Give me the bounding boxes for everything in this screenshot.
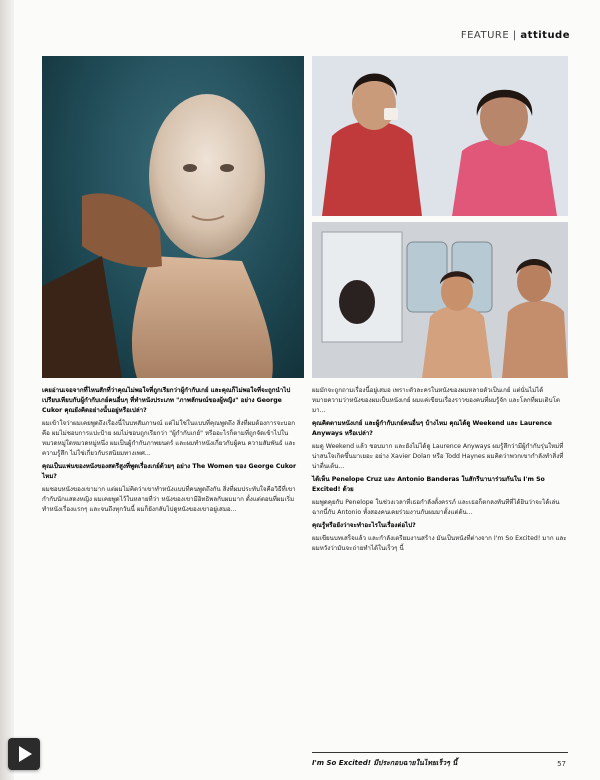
two-women-illustration bbox=[312, 56, 568, 216]
page-number: 57 bbox=[557, 760, 566, 768]
mirror bbox=[407, 242, 447, 312]
right-text-column bbox=[312, 386, 568, 557]
answer-weekend: ผมดู Weekend แล้ว ชอบมาก และยังไม่ได้ดู Laurence Anyways ผมรู้สึกว่ามีผู้กำกับรุ่นใหม่ที่น่าสนใจเกิดขึ้นมาเยอะ อย่าง Xavier Dolan หรือ Todd Haynes ผมคิดว่าพวกเขากำลังทำสิ่งที่น่าตื่นเต้น... bbox=[312, 443, 564, 470]
question-the-women: คุณเป็นแฟนของหนังของสตรีสูงที่พูดเรื่องเกย์ด้วยๆ อย่าง The Women ของ George Cukor ไหม? bbox=[42, 463, 297, 480]
answer-gay-director: ผมเข้าใจว่าผมเคยพูดถึงเรื่องนี้ในบทสัมภาษณ์ แต่ไม่ใช่ในแบบที่คุณพูดถึง สิ่งที่ผมต้องการจะบอกคือ ผมไม่ชอบการแปะป้าย ผมไม่ชอบถูกเรียกว่า "ผู้กำกับเกย์" หรืออะไรก็ตามที่ถูกจัดเข้าไปในหมวดหมู่ใดหมวดหมู่หนึ่ง ผมเป็นผู้กำกับภาพยนตร์ และผมทำหนังเกี่ยวกับผู้คน ความสัมพันธ์ และความรู้สึก ไม่ใช่เกี่ยวกับรสนิยมทางเพศ... bbox=[42, 420, 296, 457]
answer-continued: ผมมักจะถูกถามเรื่องนี้อยู่เสมอ เพราะตัวละครในหนังของผมหลายตัวเป็นเกย์ แต่นั่นไม่ได้หมายความว่าหนังของผมเป็นหนังเกย์ ผมแค่เขียนเรื่องราวของคนที่ผมรู้จัก และโลกที่ผมเติบโตมา... bbox=[312, 387, 560, 414]
mask-eye-right bbox=[220, 164, 234, 172]
sleeve-shape bbox=[42, 256, 122, 378]
section-topic: attitude bbox=[520, 30, 570, 41]
teacup bbox=[384, 108, 398, 120]
mask-head bbox=[149, 94, 265, 258]
photo-men-bathroom bbox=[312, 222, 568, 378]
mask-face-illustration bbox=[42, 56, 304, 378]
section-label: FEATURE bbox=[460, 30, 510, 41]
men-bathroom-illustration bbox=[312, 222, 568, 378]
woman-right-dress bbox=[452, 138, 557, 216]
section-header bbox=[461, 30, 570, 41]
person-silhouette bbox=[339, 280, 375, 324]
man-center-torso bbox=[422, 306, 492, 378]
answer-next-film: ผมเขียนบทเสร็จแล้ว และกำลังเตรียมงานสร้าง มันเป็นหนังที่ต่างจาก I'm So Excited! มาก และผมหวังว่ามันจะถ่ายทำได้ในเร็วๆ นี้ bbox=[312, 535, 567, 552]
hand-shape bbox=[82, 193, 162, 267]
question-gay-director: เคยอ่านเจอจากที่ไหนสักที่ว่าคุณไม่พอใจที่ถูกเรียกว่าผู้กำกับเกย์ และคุณก็ไม่พอใจที่จะถูกนำไปเปรียบเทียบกับผู้กำกับเกย์คนอื่นๆ ที่ทำหนังประเภท "ภาพลักษณ์ของผู้หญิง" อย่าง George Cukor คุณยังคิดอย่างนั้นอยู่หรือเปล่า? bbox=[42, 387, 291, 414]
question-weekend: คุณคิดตามหนังเกย์ และผู้กำกับเกย์คนอื่นๆ บ้างไหม คุณได้ดู Weekend และ Laurence Anyways หรือเปล่า? bbox=[312, 420, 552, 437]
photo-caption: I'm So Excited! มีประกอบฉายในไทยเร็วๆ นี้ bbox=[312, 759, 458, 767]
man-right-torso bbox=[502, 301, 568, 378]
woman-left-dress bbox=[322, 121, 422, 216]
play-button[interactable] bbox=[8, 738, 40, 770]
answer-the-women: ผมชอบหนังของเขามาก แต่ผมไม่คิดว่าเขาทำหนังแบบที่คนพูดถึงกัน สิ่งที่ผมประทับใจคือวิธีที่เขากำกับนักแสดงหญิง ผมเคยพูดไว้ในหลายที่ว่า หนังของเขามีอิทธิพลกับผมมาก ตั้งแต่ตอนที่ผมเริ่มทำหนังเรื่องแรกๆ และจนถึงทุกวันนี้ ผมก็ยังกลับไปดูหนังของเขาอยู่เสมอ... bbox=[42, 486, 296, 513]
photo-mask-face bbox=[42, 56, 304, 378]
mask-eye-left bbox=[183, 164, 197, 172]
play-icon bbox=[16, 745, 34, 763]
answer-penelope-banderas: ผมพูดคุยกับ Penelope ในช่วงเวลาที่เธอกำลังตั้งครรภ์ และเธอก็ตกลงทันทีที่ได้ยินว่าจะได้เล่นฉากนี้กับ Antonio ทั้งสองคนเคยร่วมงานกับผมมาตั้งแต่ต้น... bbox=[312, 499, 560, 516]
shoulder-shape bbox=[132, 256, 273, 378]
left-text-column bbox=[42, 386, 300, 518]
page-edge-shadow bbox=[0, 0, 14, 780]
question-next-film: คุณรู้หรือยังว่าจะทำอะไรในเรื่องต่อไป? bbox=[312, 522, 416, 529]
question-penelope-banderas: ได้เห็น Penelope Cruz และ Antonio Banderas ในสักรีนานาร่วมกันใน I'm So Excited! ด้วย bbox=[312, 476, 545, 493]
caption-divider bbox=[312, 752, 568, 753]
section-separator: | bbox=[509, 30, 521, 41]
photo-two-women bbox=[312, 56, 568, 216]
